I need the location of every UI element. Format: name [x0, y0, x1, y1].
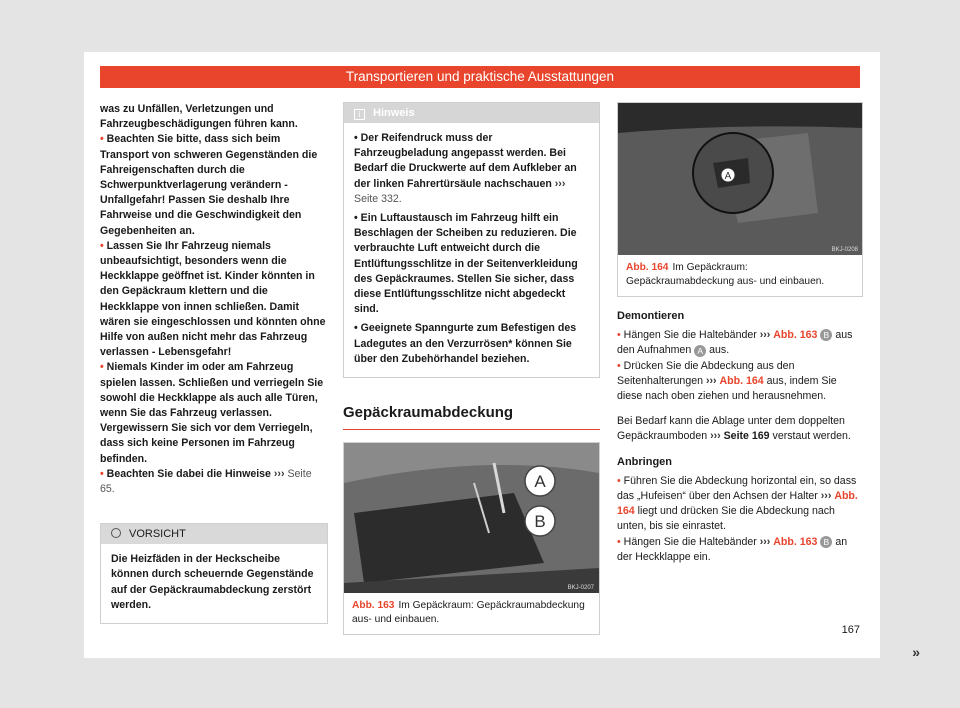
figure-link[interactable]: Abb. 164 [617, 490, 858, 518]
trunk-detail-image [618, 103, 862, 255]
figure-caption: Abb. 164 Im Gepäckraum: Gepäckraumabdeckung aus- und einbauen. [626, 262, 825, 287]
figure-link[interactable]: Abb. 164 [719, 374, 764, 387]
note-info-icon: i [354, 109, 365, 120]
section-title: Gepäckraumabdeckung [343, 404, 600, 430]
paragraph-ablage: Bei Bedarf kann die Ablage unter dem doppelten Gepäckraumboden ››› Seite 169 verstaut werden. [617, 415, 851, 443]
figure-code: BKJ-0207 [567, 585, 594, 592]
column-left [100, 102, 328, 624]
label-b: B [534, 512, 546, 532]
heading-anbringen: Anbringen [617, 455, 672, 468]
column-right [617, 102, 863, 565]
manual-page [84, 52, 880, 658]
note-bullet-3: • Geeignete Spanngurte zum Befestigen des Ladegutes an den Verzurrösen* können Sie über den Zubehörhandel beziehen. [354, 322, 577, 365]
trunk-photo-image [344, 443, 599, 593]
warning-intro: was zu Unfällen, Verletzungen und Fahrzeugbeschädigungen führen kann. [100, 103, 298, 131]
figure-163 [343, 442, 600, 635]
note-box [343, 102, 600, 378]
warning-bullet-3: • Niemals Kinder im oder am Fahrzeug spielen lassen. Schließen und verriegeln Sie sowohl die Heckklappe als auch alle Türen, wenn Sie das Fahrzeug verlassen. Vergewissern Sie sich vor dem Verriegeln, dass sich keine Personen im Fahrzeug befinden. [100, 361, 324, 465]
caution-header: VORSICHT [101, 524, 327, 544]
figure-caption: Abb. 163 Im Gepäckraum: Gepäckraumabdeckung aus- und einbauen. [352, 600, 585, 625]
warning-bullet-2: • Lassen Sie Ihr Fahrzeug niemals unbeaufsichtigt, besonders wenn die Heckklappe geöffnet ist. Kinder könnten in den Gepäckraum klettern und die Heckklappe von innen schließen. Damit wären sie eingeschlossen und könnten ohne Hilfe von außen nicht mehr das Fahrzeug verlassen - Lebensgefahr! [100, 239, 326, 359]
figure-164 [617, 102, 863, 297]
page-link[interactable]: Seite 65. [100, 467, 312, 496]
step-anbr-1: • Führen Sie die Abdeckung horizontal ein, so dass das „Hufeisen“ über den Achsen der Halter ››› Abb. 164 liegt und drücken Sie die Abdeckung nach unten, bis sie einrastet. [617, 474, 858, 533]
page-link[interactable]: Seite 169 [723, 430, 770, 443]
caution-box [100, 523, 328, 624]
continue-marker: » [912, 644, 920, 660]
page-header: Transportieren und praktische Ausstattungen [100, 66, 860, 88]
label-a: A [724, 171, 732, 182]
column-middle [343, 102, 600, 635]
label-a: A [534, 472, 546, 492]
warning-bullet-4: • Beachten Sie dabei die Hinweise ››› Seite 65. [100, 467, 312, 496]
step-demont-1: • Hängen Sie die Haltebänder ››› Abb. 163 B aus den Aufnahmen A aus. [617, 329, 853, 357]
warning-bullet-1: • Beachten Sie bitte, dass sich beim Transport von schweren Gegenständen die Fahreigenschaften durch die Schwerpunktverlagerung verändern - Unfallgefahr! Passen Sie deshalb Ihre Fahrweise und die Geschwindigkeit den Gegebenheiten an. [100, 133, 318, 237]
page-link[interactable]: Seite 332. [354, 192, 402, 205]
note-bullet-2: • Ein Luftaustausch im Fahrzeug hilft ein Beschlagen der Scheiben zu reduzieren. Die verbrauchte Luft entweicht durch die Entlüftungsschlitze in der Seitenverkleidung des Gepäckraumes. Stellen Sie sicher, dass diese Entlüftungsschlitze nicht abgedeckt sind. [354, 212, 578, 316]
page-number: 167 [841, 624, 860, 636]
info-circle-icon [111, 528, 121, 538]
figure-link[interactable]: Abb. 163 [773, 329, 818, 342]
figure-code: BKJ-0208 [831, 247, 858, 253]
step-demont-2: • Drücken Sie die Abdeckung aus den Seitenhalterungen ››› Abb. 164 aus, indem Sie diese nach oben ziehen und herausnehmen. [617, 359, 837, 403]
note-header: i Hinweis [344, 103, 599, 123]
step-anbr-2: • Hängen Sie die Haltebänder ››› Abb. 163 B an der Heckklappe ein. [617, 535, 848, 563]
caution-text: Die Heizfäden in der Heckscheibe können durch scheuernde Gegenstände auf der Gepäckraumabdeckung zerstört werden. [111, 553, 314, 611]
heading-demontieren: Demontieren [617, 310, 685, 322]
figure-link[interactable]: Abb. 163 [773, 535, 818, 548]
note-bullet-1: • Der Reifendruck muss der Fahrzeugbeladung angepasst werden. Bei Bedarf die Druckwerte auf dem Aufkleber an der linken Fahrertürsäule nachschauen ››› Seite 332. [354, 132, 577, 205]
